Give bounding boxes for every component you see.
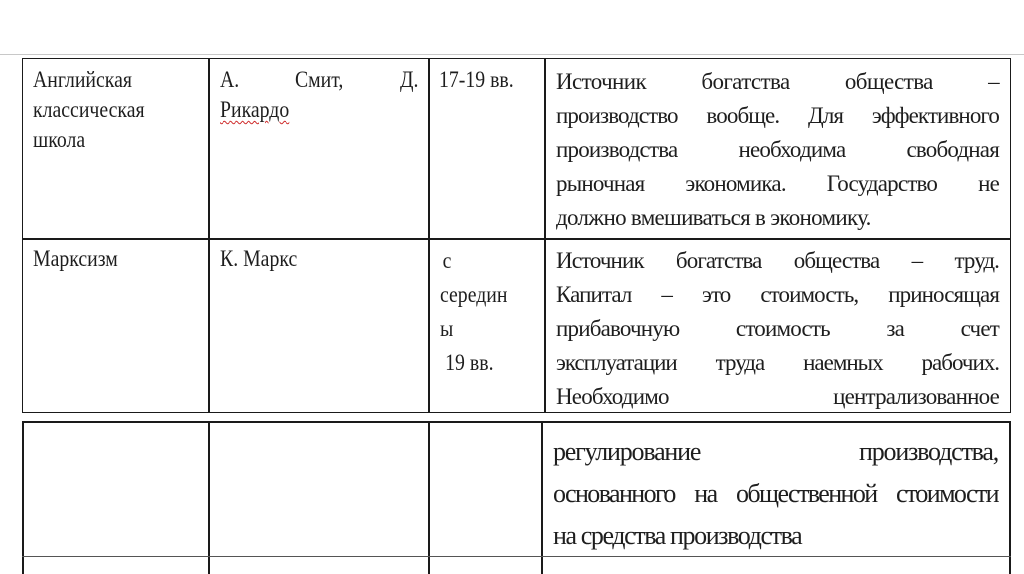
- desc-line: на средства производства: [553, 521, 802, 550]
- author-line: К. Маркс: [220, 246, 298, 271]
- desc-line: Капитал – это стоимость, приносящая: [556, 282, 999, 307]
- desc-line: производства необходима свободная: [556, 137, 999, 162]
- description-cell-english: [556, 65, 999, 235]
- period-line: 19 вв.: [445, 350, 494, 375]
- period-text: 17-19 вв.: [439, 67, 514, 92]
- period-line: с: [442, 248, 452, 273]
- school-line: Марксизм: [33, 246, 118, 271]
- period-cell-marxism: [440, 244, 518, 380]
- period-line: середин: [440, 282, 508, 307]
- continuation-col-divider-1: [208, 421, 210, 574]
- desc-line: основанного на общественной стоимости: [553, 479, 998, 508]
- school-cell-english: [33, 65, 145, 155]
- school-line: Английская: [33, 67, 132, 92]
- author-name-spellcheck: Рикардо: [220, 97, 290, 122]
- col-divider-3: [544, 58, 546, 413]
- authors-cell-marx: [220, 244, 297, 274]
- row-divider: [22, 238, 1011, 240]
- authors-cell-english: [220, 65, 418, 125]
- school-line: классическая: [33, 97, 145, 122]
- continuation-col-divider-2: [428, 421, 430, 574]
- period-line: ы: [440, 316, 454, 341]
- description-cell-marxism: [556, 244, 999, 414]
- desc-line: Источник богатства общества – труд.: [556, 248, 999, 273]
- desc-line: регулирование производства,: [553, 437, 998, 466]
- school-cell-marxism: [33, 244, 118, 274]
- desc-line: эксплуатации труда наемных рабочих.: [556, 350, 999, 375]
- desc-line: Необходимо централизованное: [556, 384, 999, 409]
- school-line: школа: [33, 127, 86, 152]
- period-cell-english: [439, 65, 514, 95]
- desc-line: производство вообще. Для эффективного: [556, 103, 999, 128]
- author-token: Д.: [399, 67, 418, 92]
- desc-line: рыночная экономика. Государство не: [556, 171, 999, 196]
- description-cell-continuation: [553, 431, 998, 557]
- col-divider-1: [208, 58, 210, 413]
- desc-line: прибавочную стоимость за счет: [556, 316, 999, 341]
- continuation-left-border: [22, 421, 24, 574]
- top-divider: [0, 54, 1024, 55]
- continuation-right-border: [1009, 421, 1011, 574]
- desc-line: Источник богатства общества –: [556, 69, 999, 94]
- desc-line: должно вмешиваться в экономику.: [556, 205, 871, 230]
- continuation-top-border: [22, 421, 1011, 423]
- continuation-col-divider-3: [541, 421, 543, 574]
- author-token: Смит,: [295, 67, 344, 92]
- author-token: А.: [220, 67, 240, 92]
- col-divider-2: [428, 58, 430, 413]
